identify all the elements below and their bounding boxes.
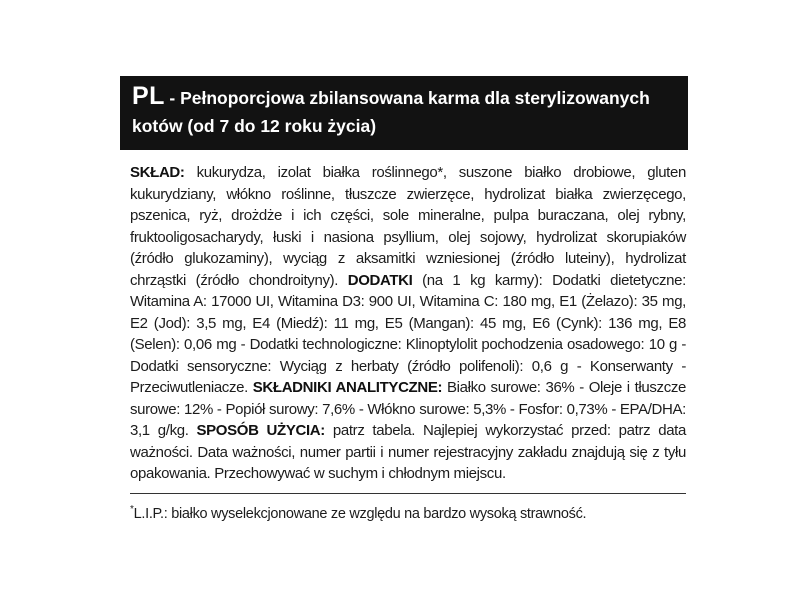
composition-heading: SKŁAD: (130, 164, 185, 181)
footnote-mark: * (130, 503, 134, 515)
language-code: PL (132, 82, 165, 110)
composition-text: kukurydza, izolat białka roślinnego*, suszone białko drobiowe, gluten kukurydziany, włókno roślinne, tłuszcze zwierzęce, hydrolizat białka zwierzęcego, pszenica, ryż, drożdże i ich części, sole mineralne, pulpa buraczana, olej rybny, fruktooligosacharydy, łuski i nasiona psyllium, olej sojowy, hydrolizat skorupiaków (źródło glukozaminy), wyciąg z aksamitki wzniesionej (źródło luteiny), hydrolizat chrząstki (źródło chondroityny). (130, 164, 686, 289)
divider (130, 493, 686, 494)
product-title: - Pełnoporcjowa zbilansowana karma dla sterylizowanych kotów (od 7 do 12 roku życia) (132, 88, 650, 136)
footnote (130, 504, 688, 522)
usage-text: patrz tabela. Najlepiej wykorzystać przed: patrz data ważności. Data ważności, numer partii i numer rejestracyjny zakładu znajdują się z tyłu opakowania. Przechowywać w suchym i chłodnym miejscu. (130, 422, 686, 482)
additives-text: (na 1 kg karmy): Dodatki dietetyczne: Witamina A: 17000 UI, Witamina D3: 900 UI, Witamina C: 180 mg, E1 (Żelazo): 35 mg, E2 (Jod): 3,5 mg, E4 (Miedź): 11 mg, E5 (Mangan): 45 mg, E6 (Cynk): 136 mg, E8 (Selen): 0,06 mg - Dodatki technologiczne: Klinoptylolit pochodzenia osadowego: 10 g - Dodatki sensoryczne: Wyciąg z herbaty (źródło polifenoli): 0,6 g - Konserwanty - Przeciwutleniacze. (130, 271, 686, 396)
product-label (120, 76, 688, 521)
footnote-text: L.I.P.: białko wyselekcjonowane ze względu na bardzo wysoką strawność. (133, 505, 587, 522)
analytical-text: Białko surowe: 36% - Oleje i tłuszcze surowe: 12% - Popiół surowy: 7,6% - Włókno surowe: 5,3% - Fosfor: 0,73% - EPA/DHA: 3,1 g/kg. (130, 379, 686, 439)
label-header (120, 76, 688, 150)
ingredients-text (130, 162, 686, 485)
usage-heading: SPOSÓB UŻYCIA: (196, 422, 325, 439)
analytical-heading: SKŁADNIKI ANALITYCZNE: (252, 379, 443, 396)
additives-heading: DODATKI (347, 271, 413, 289)
